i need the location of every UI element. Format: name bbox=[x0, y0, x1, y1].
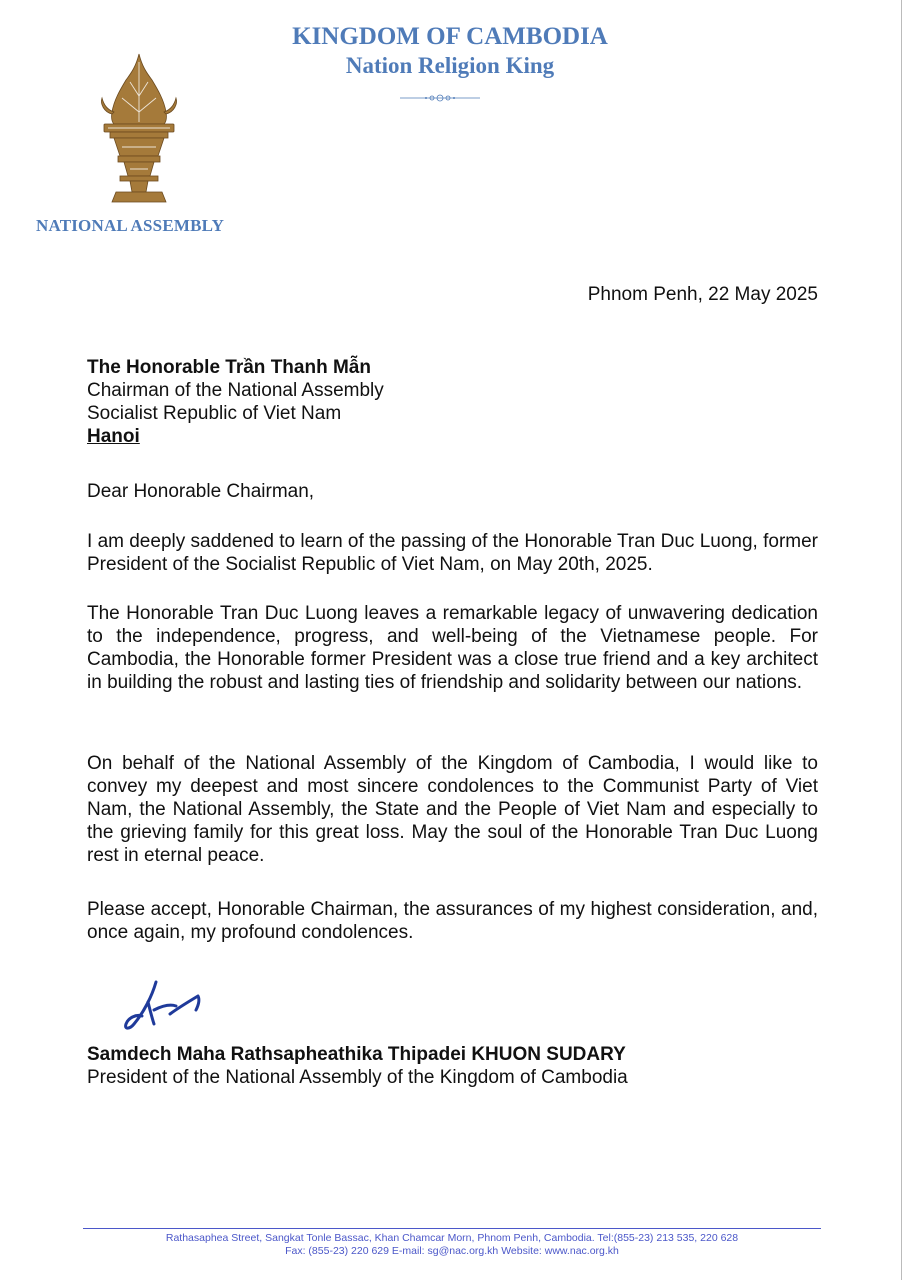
recipient-city: Hanoi bbox=[87, 426, 140, 447]
divider-ornament-icon bbox=[398, 92, 482, 104]
kingdom-title: KINGDOM OF CAMBODIA bbox=[292, 23, 608, 50]
recipient-country: Socialist Republic of Viet Nam bbox=[87, 403, 342, 424]
letter-date: Phnom Penh, 22 May 2025 bbox=[587, 284, 818, 305]
recipient-block bbox=[87, 356, 818, 448]
paragraph-3: On behalf of the National Assembly of the Kingdom of Cambodia, I would like to convey my deepest and most sincere condolences to the Communist Party of Viet Nam, the National Assembly, the State and the People of Viet Nam and especially to the grieving family for this great loss. May the soul of the Honorable Tran Duc Luong rest in eternal peace. bbox=[87, 753, 818, 866]
recipient-name: The Honorable Trần Thanh Mẫn bbox=[87, 357, 371, 378]
signer-title: President of the National Assembly of the Kingdom of Cambodia bbox=[87, 1067, 628, 1088]
footer-address: Rathasaphea Street, Sangkat Tonle Bassac, Khan Chamcar Morn, Phnom Penh, Cambodia. Tel:(855-23) 213 535, 220 628 bbox=[165, 1232, 739, 1244]
footer-contact bbox=[83, 1232, 821, 1258]
recipient-title: Chairman of the National Assembly bbox=[87, 380, 384, 401]
signer-name: Samdech Maha Rathsapheathika Thipadei KHUON SUDARY bbox=[87, 1044, 626, 1065]
signer-block bbox=[87, 1043, 818, 1089]
paragraph-1: I am deeply saddened to learn of the passing of the Honorable Tran Duc Luong, former President of the Socialist Republic of Viet Nam, on May 20th, 2025. bbox=[87, 531, 818, 575]
national-assembly-emblem-icon bbox=[90, 52, 188, 210]
handwritten-signature bbox=[118, 976, 210, 1038]
footer-contact-details: Fax: (855-23) 220 629 E-mail: sg@nac.org.kh Website: www.nac.org.kh bbox=[285, 1245, 619, 1257]
paragraph-2: The Honorable Tran Duc Luong leaves a remarkable legacy of unwavering dedication to the independence, progress, and well-being of the Vietnamese people. For Cambodia, the Honorable former President was a close true friend and a key architect in building the robust and lasting ties of friendship and solidarity between our nations. bbox=[87, 603, 818, 693]
national-assembly-label: NATIONAL ASSEMBLY bbox=[36, 216, 225, 235]
footer-divider bbox=[83, 1228, 821, 1229]
page-edge bbox=[901, 0, 902, 1280]
national-motto: Nation Religion King bbox=[345, 53, 555, 78]
salutation: Dear Honorable Chairman, bbox=[87, 481, 315, 502]
paragraph-4: Please accept, Honorable Chairman, the assurances of my highest consideration, and, once again, my profound condolences. bbox=[87, 899, 818, 943]
